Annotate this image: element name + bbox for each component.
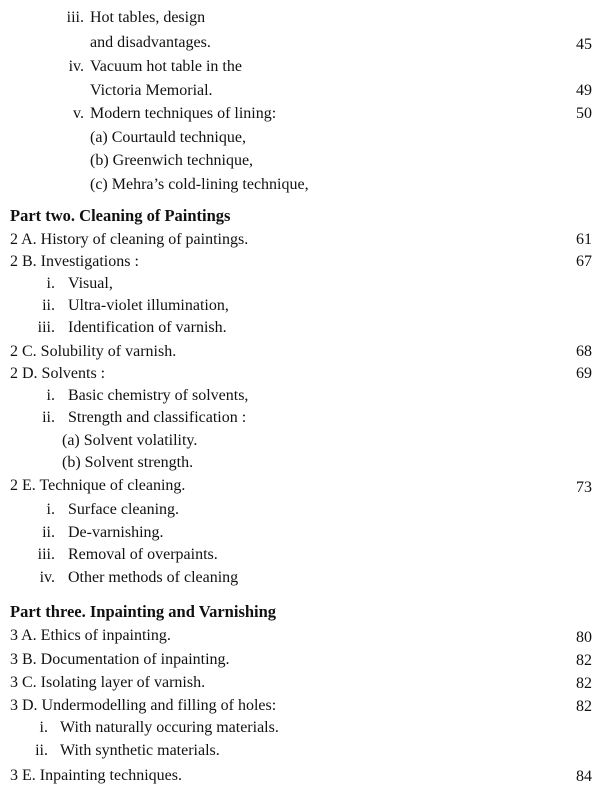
toc-subsub-strength: (b) Solvent strength.: [62, 454, 194, 471]
toc-sub-2b-iii-num: iii.: [37, 319, 55, 336]
toc-page-61: 61: [576, 231, 592, 248]
toc-entry-3c: 3 C. Isolating layer of varnish.: [10, 674, 206, 691]
toc-entry-2b: 2 B. Investigations :: [10, 253, 139, 270]
toc-page-68: 68: [576, 343, 592, 360]
toc-sub-2e-ii: De-varnishing.: [68, 524, 164, 541]
toc-entry-2d: 2 D. Solvents :: [10, 365, 106, 382]
toc-item-hot-tables-num: iii.: [66, 9, 84, 26]
toc-sub-3d-ii: With synthetic materials.: [60, 742, 220, 759]
toc-item-hot-tables: Hot tables, design: [90, 9, 206, 26]
toc-subitem-greenwich: (b) Greenwich technique,: [90, 152, 254, 169]
toc-entry-3a: 3 A. Ethics of inpainting.: [10, 627, 171, 644]
part-three-heading: Part three. Inpainting and Varnishing: [10, 602, 277, 621]
toc-entry-2a: 2 A. History of cleaning of paintings.: [10, 231, 249, 248]
toc-subitem-mehra: (c) Mehra’s cold-lining technique,: [90, 176, 309, 193]
toc-sub-2e-iii: Removal of overpaints.: [68, 546, 218, 563]
toc-entry-3b: 3 B. Documentation of inpainting.: [10, 651, 230, 668]
toc-sub-2d-i-num: i.: [46, 387, 55, 404]
toc-entry-3d: 3 D. Undermodelling and filling of holes:: [10, 697, 277, 714]
toc-page-45: 45: [576, 36, 592, 53]
toc-sub-3d-i: With naturally occuring materials.: [60, 719, 279, 736]
toc-sub-2b-ii: Ultra-violet illumination,: [68, 297, 229, 314]
toc-entry-3e: 3 E. Inpainting techniques.: [10, 767, 182, 784]
toc-entry-2e: 2 E. Technique of cleaning.: [10, 477, 186, 494]
toc-sub-2d-i: Basic chemistry of solvents,: [68, 387, 249, 404]
toc-subitem-courtauld: (a) Courtauld technique,: [90, 129, 246, 146]
toc-sub-2b-iii: Identification of varnish.: [68, 319, 227, 336]
toc-sub-2b-ii-num: ii.: [42, 297, 55, 314]
toc-page-84: 84: [576, 768, 592, 785]
toc-page-69: 69: [576, 365, 592, 382]
toc-sub-2e-i: Surface cleaning.: [68, 501, 180, 518]
toc-page-82-b: 82: [576, 675, 592, 692]
toc-page-82-c: 82: [576, 698, 592, 715]
toc-sub-2e-iv-num: iv.: [39, 569, 55, 586]
toc-sub-2e-iii-num: iii.: [37, 546, 55, 563]
toc-item-modern: Modern techniques of lining:: [90, 105, 277, 122]
toc-page-49: 49: [576, 82, 592, 99]
toc-item-vacuum-num: iv.: [68, 58, 84, 75]
toc-sub-2e-iv: Other methods of cleaning: [68, 569, 239, 586]
toc-page-67: 67: [576, 253, 592, 270]
toc-page-82-a: 82: [576, 652, 592, 669]
toc-subsub-volatility: (a) Solvent volatility.: [62, 432, 198, 449]
toc-sub-2e-i-num: i.: [46, 501, 55, 518]
toc-page-50: 50: [576, 105, 592, 122]
toc-sub-2d-ii-num: ii.: [42, 409, 55, 426]
part-two-heading: Part two. Cleaning of Paintings: [10, 206, 231, 225]
toc-sub-3d-ii-num: ii.: [35, 742, 48, 759]
toc-item-vacuum-cont: Victoria Memorial.: [90, 82, 213, 99]
toc-page-73: 73: [576, 479, 592, 496]
toc-item-modern-num: v.: [73, 105, 84, 122]
toc-item-hot-tables-cont: and disadvantages.: [90, 34, 211, 51]
toc-item-vacuum: Vacuum hot table in the: [90, 58, 242, 75]
toc-sub-3d-i-num: i.: [39, 719, 48, 736]
toc-sub-2b-i-num: i.: [46, 275, 55, 292]
toc-page-80: 80: [576, 629, 592, 646]
toc-entry-2c: 2 C. Solubility of varnish.: [10, 343, 177, 360]
toc-sub-2e-ii-num: ii.: [42, 524, 55, 541]
toc-sub-2b-i: Visual,: [68, 275, 113, 292]
toc-sub-2d-ii: Strength and classification :: [68, 409, 247, 426]
